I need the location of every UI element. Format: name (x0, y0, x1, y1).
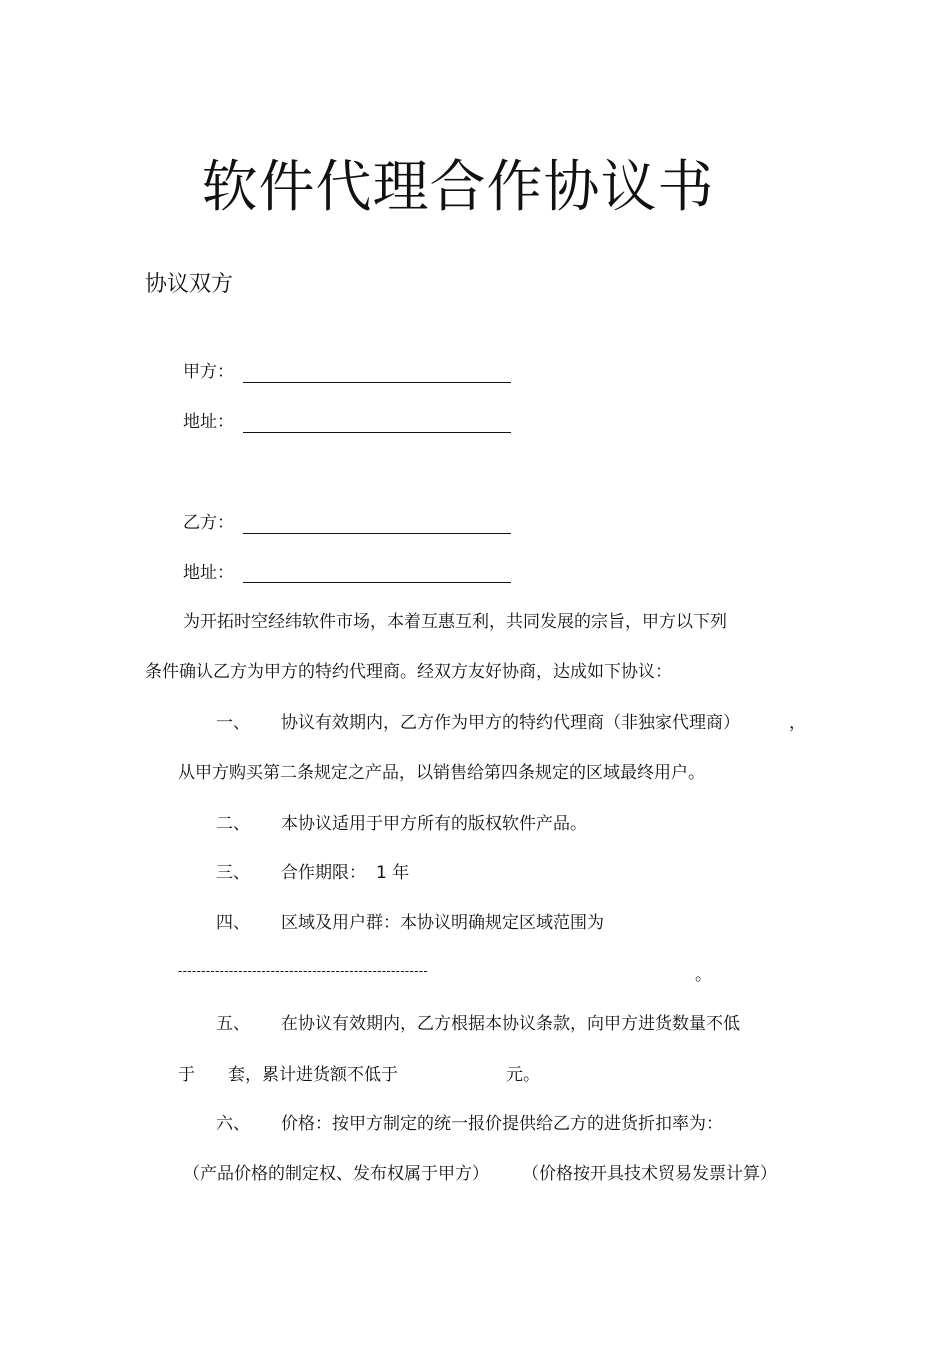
party-b-label: 乙方： (183, 513, 234, 533)
party-a-name-blank (243, 382, 511, 383)
clause-6-number: 六、 (216, 1114, 250, 1134)
clause-4-number: 四、 (216, 913, 250, 933)
clause-2-text: 本协议适用于甲方所有的版权软件产品。 (281, 814, 587, 834)
clause-4-region-dashes: ------------------------------------------------------ (178, 964, 429, 978)
clause-1-continuation: 从甲方购买第二条规定之产品，以销售给第四条规定的区域最终用户。 (178, 763, 705, 783)
party-a-address-label: 地址： (183, 412, 234, 432)
party-b-address-label: 地址： (183, 563, 234, 583)
clause-6-text: 价格：按甲方制定的统一报价提供给乙方的进货折扣率为： (281, 1114, 723, 1134)
clause-1-text: 协议有效期内，乙方作为甲方的特约代理商（非独家代理商） (281, 713, 740, 733)
clause-5-number: 五、 (216, 1014, 250, 1034)
clause-6-note-price-authority: （产品价格的制定权、发布权属于甲方） (183, 1164, 489, 1184)
clause-5-cont-suffix: 元。 (506, 1065, 540, 1085)
clause-4-text: 区域及用户群：本协议明确规定区域范围为 (281, 913, 604, 933)
document-title: 软件代理合作协议书 (201, 155, 715, 220)
clause-1-number: 一、 (216, 713, 250, 733)
preamble-line-1: 为开拓时空经纬软件市场，本着互惠互利，共同发展的宗旨，甲方以下列 (183, 612, 727, 632)
clause-5-cont-middle: 套，累计进货额不低于 (228, 1065, 398, 1085)
party-b-name-blank (243, 533, 511, 534)
party-a-address-blank (243, 432, 511, 433)
clause-5-cont-prefix: 于 (178, 1065, 195, 1085)
clause-2-number: 二、 (216, 814, 250, 834)
clause-3-term-value: 1 年 (376, 863, 410, 883)
preamble-line-2: 条件确认乙方为甲方的特约代理商。经双方友好协商，达成如下协议： (145, 662, 672, 682)
clause-6-note-invoice-basis: （价格按开具技术贸易发票计算） (522, 1164, 777, 1184)
section-heading-parties: 协议双方 (145, 272, 234, 297)
clause-3-number: 三、 (216, 863, 250, 883)
party-b-address-blank (243, 582, 511, 583)
clause-3-text: 合作期限： (281, 863, 366, 883)
clause-4-end-mark: 。 (695, 965, 712, 985)
clause-1-trailing-comma: ， (789, 713, 806, 733)
clause-5-text: 在协议有效期内，乙方根据本协议条款，向甲方进货数量不低 (281, 1014, 740, 1034)
party-a-label: 甲方： (183, 362, 234, 382)
